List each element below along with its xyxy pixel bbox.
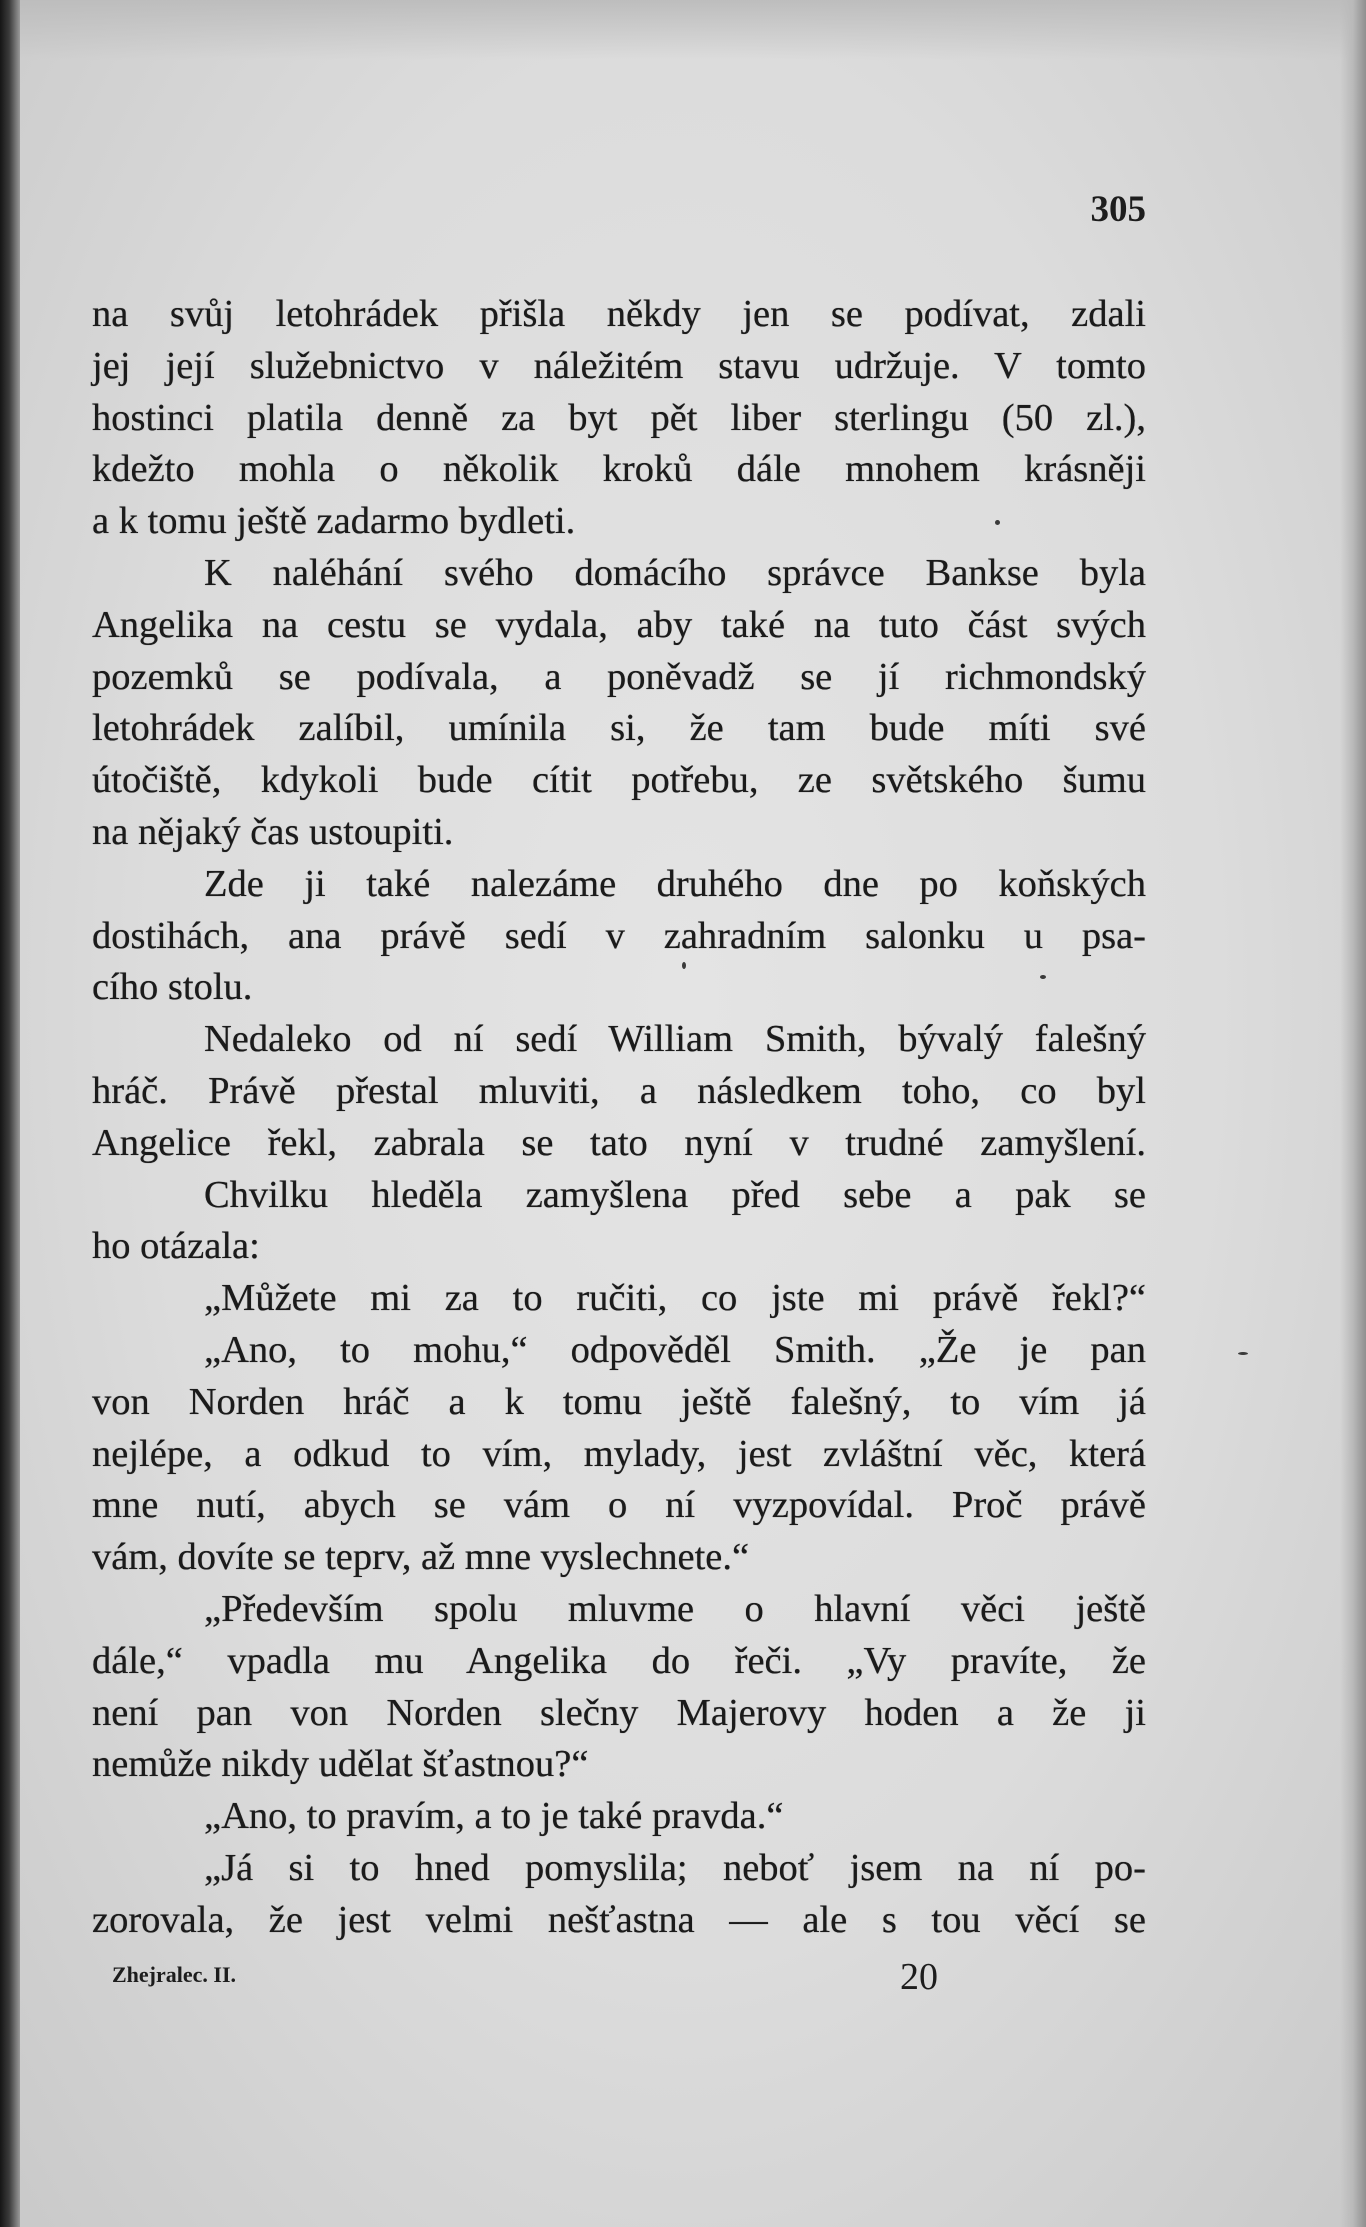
text-line: hráč. Právě přestal mluviti, a následkem toho, co byl <box>92 1069 1146 1112</box>
text-line: není pan von Norden slečny Majerovy hoden a že ji <box>92 1691 1146 1734</box>
text-line: nejlépe, a odkud to vím, mylady, jest zvláštní věc, která <box>92 1432 1146 1475</box>
text-line: ho otázala: <box>92 1225 260 1268</box>
text-line: Angelice řekl, zabrala se tato nyní v trudné zamyšlení. <box>92 1121 1146 1164</box>
text-line: „Především spolu mluvme o hlavní věci ještě <box>204 1587 1146 1630</box>
page-number: 305 <box>1090 189 1146 230</box>
text-line: zorovala, že jest velmi nešťastna — ale s tou věcí se <box>92 1898 1146 1941</box>
text-line: „Ano, to pravím, a to je také pravda.“ <box>204 1795 784 1838</box>
right-edge-shadow <box>1340 0 1366 2227</box>
text-line: vám, dovíte se teprv, až mne vyslechnete.“ <box>92 1536 750 1579</box>
text-line: von Norden hráč a k tomu ještě falešný, to vím já <box>92 1380 1146 1423</box>
text-line: kdežto mohla o několik kroků dále mnohem krásněji <box>92 448 1146 491</box>
scan-speck <box>995 520 1000 525</box>
text-line: „Můžete mi za to ručiti, co jste mi právě řekl?“ <box>204 1277 1146 1320</box>
text-line: a k tomu ještě zadarmo bydleti. <box>92 500 576 543</box>
text-line: letohrádek zalíbil, umínila si, že tam bude míti své <box>92 707 1146 750</box>
body-text <box>92 289 1146 1947</box>
text-line: Zde ji také nalezáme druhého dne po koňských <box>204 862 1146 905</box>
text-line: mne nutí, abych se vám o ní vyzpovídal. Proč právě <box>92 1484 1146 1527</box>
scan-speck <box>682 962 686 969</box>
text-line: na svůj letohrádek přišla někdy jen se podívat, zdali <box>92 293 1146 335</box>
text-line: Nedaleko od ní sedí William Smith, bývalý falešný <box>204 1018 1146 1061</box>
text-line: hostinci platila denně za byt pět liber sterlingu (50 zl.), <box>92 396 1146 439</box>
text-line: cího stolu. <box>92 966 253 1009</box>
text-line: „Já si to hned pomyslila; neboť jsem na ní po- <box>204 1846 1146 1889</box>
sheet-number: 20 <box>900 1956 938 1998</box>
text-line: Angelika na cestu se vydala, aby také na tuto část svých <box>92 603 1146 646</box>
text-line: útočiště, kdykoli bude cítit potřebu, ze světského šumu <box>92 759 1146 802</box>
text-line: Chvilku hleděla zamyšlena před sebe a pak se <box>204 1173 1146 1216</box>
text-line: na nějaký čas ustoupiti. <box>92 810 454 853</box>
left-binding-shadow <box>0 0 20 2227</box>
scan-speck <box>1040 975 1046 979</box>
text-line: pozemků se podívala, a poněvadž se jí richmondský <box>92 655 1146 698</box>
top-shadow <box>0 0 1366 60</box>
text-line: jej její služebnictvo v náležitém stavu udržuje. V tomto <box>92 344 1146 387</box>
text-line: dostihách, ana právě sedí v zahradním salonku u psa- <box>92 914 1146 957</box>
printer-signature: Zhejralec. II. <box>112 1962 237 1987</box>
text-line: „Ano, to mohu,“ odpověděl Smith. „Že je pan <box>204 1328 1146 1371</box>
text-line: K naléhání svého domácího správce Bankse byla <box>204 551 1146 594</box>
text-line: dále,“ vpadla mu Angelika do řeči. „Vy pravíte, že <box>92 1639 1146 1682</box>
text-line: nemůže nikdy udělat šťastnou?“ <box>92 1743 589 1786</box>
scan-speck <box>1238 1352 1248 1355</box>
